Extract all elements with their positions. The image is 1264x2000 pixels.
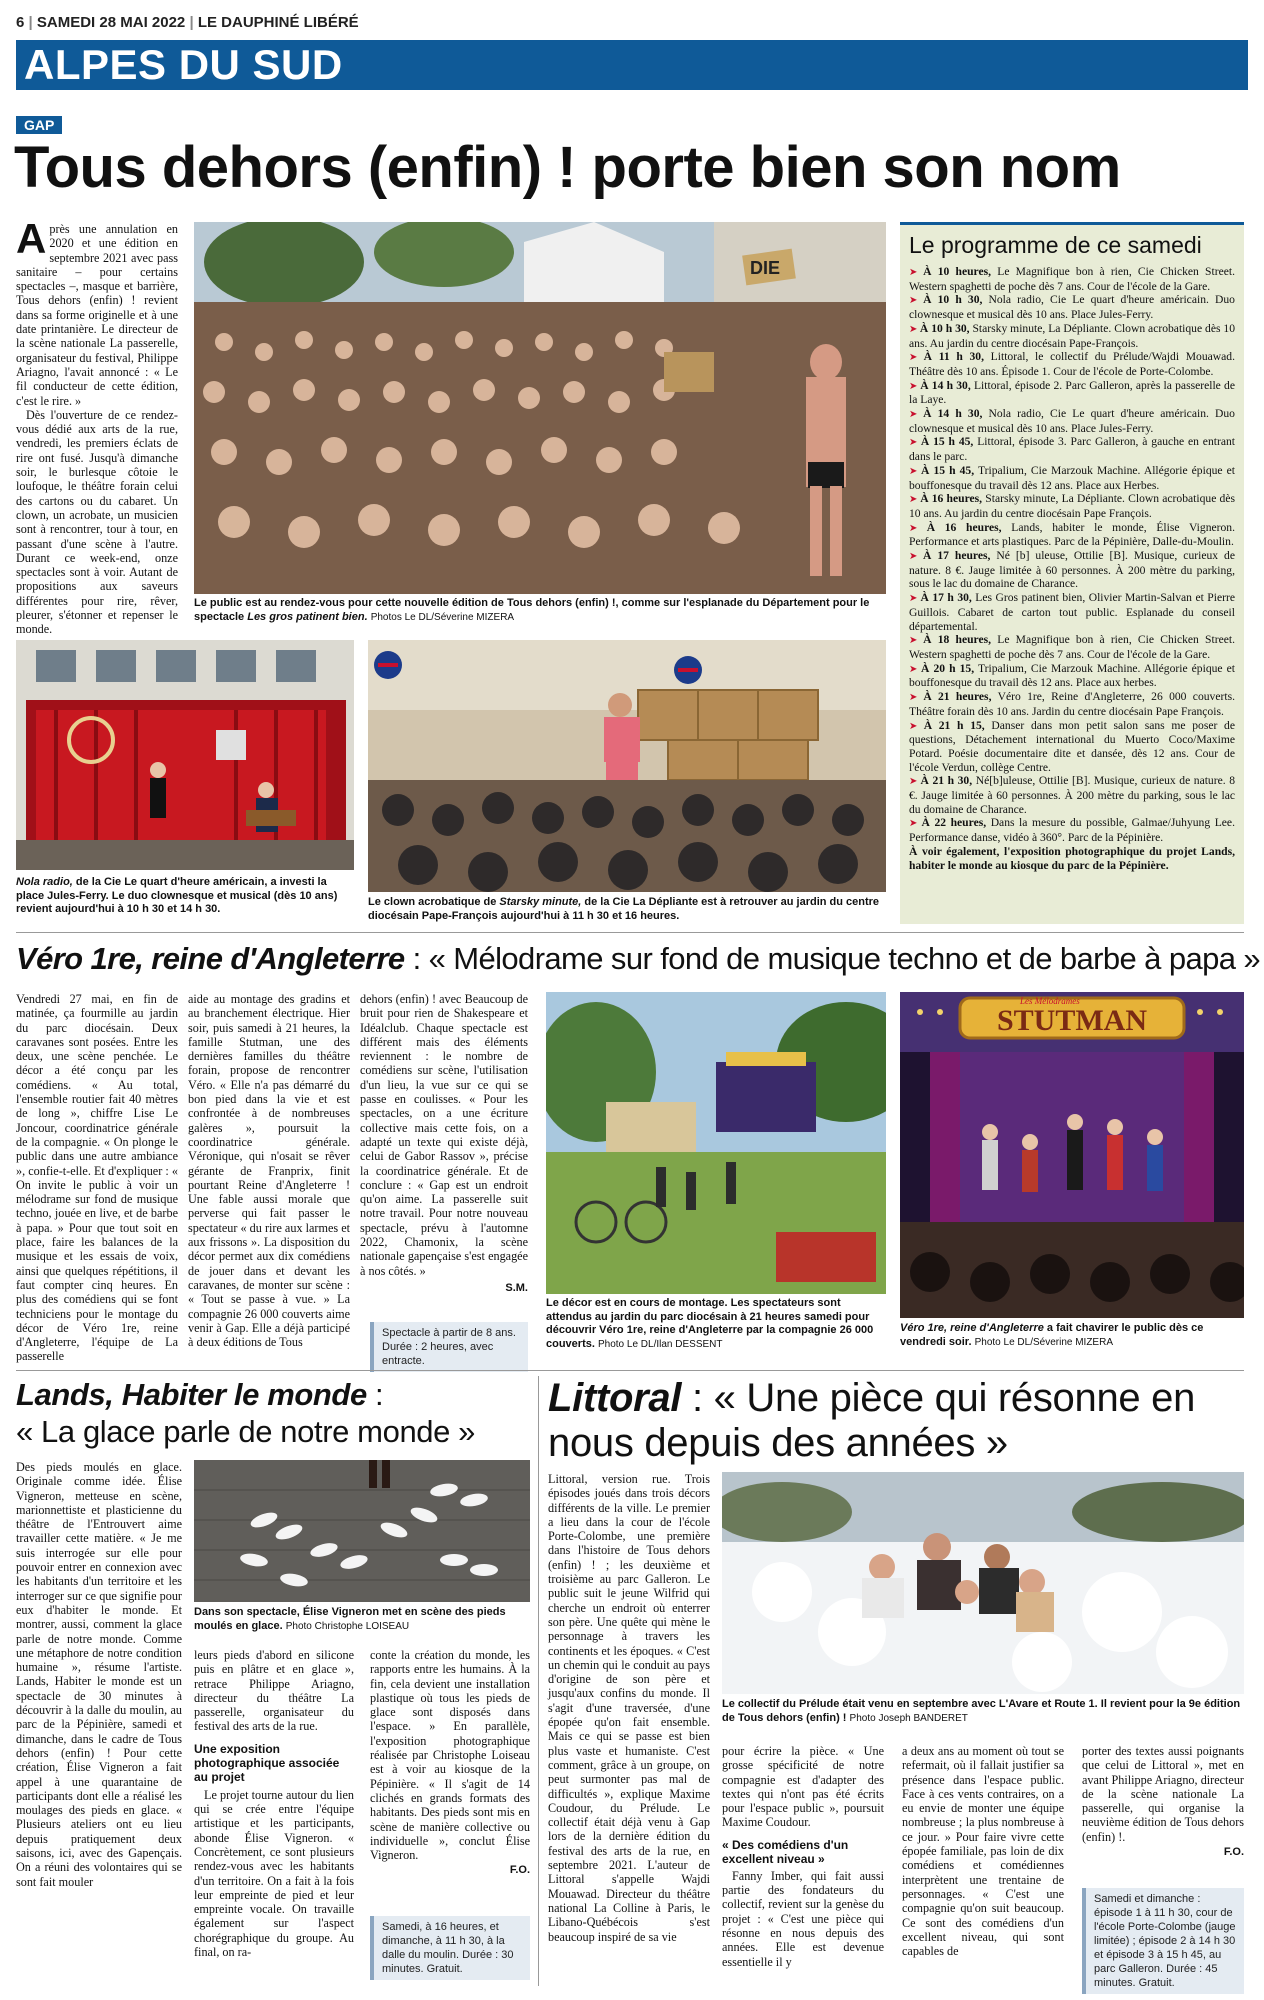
vero-col-3: dehors (enfin) ! avec Beaucoup de bruit pour rien de Shakespeare et Idéalclub. Chaque spectacle est différent mais des éléments reviennent : le nombre de comédiens sur scène, l'utilisation d'un lieu, la vue sur ce qui se passe en coulisses. « Pour les spectacles, on a une écriture collective mais cette fois, on a adapté un texte qui existe déjà, celui de Gabor Rassov », précise la coordinatrice générale. Et de conclure : « Gap est un endroit qu'on aime. La passerelle suit notre travail. Pour notre nouveau spectacle, prévu à l'automne 2022, Chamonix, la scène nationale gapençaise s'est engagée à nos côtés. » S.M.: [360, 992, 528, 1294]
programme-time: À 21 h 15,: [923, 718, 985, 732]
littoral-col-2: pour écrire la pièce. « Une grosse spécificité de notre compagnie est d'adapter des textes qui n'ont pas été écrits pour l'espace public », poursuit Maxime Coudour. « Des comédiens d'un excellent niveau » Fanny Imber, qui fait aussi partie des fondateurs du collectif, revient sur la genèse du projet : « C'est une pièce qui résonne en nous depuis des années. Elle est devenue essentielle il y: [722, 1744, 884, 1969]
intro-paragraph-2: Dès l'ouverture de ce rendez-vous dédié aux arts de la rue, vendredi, les premiers éclats de rire ont fusé. Jusqu'à dimanche soir, le burlesque côtoie le loufoque, le théâtre forain celui des cartons ou du cabaret. Un clown, un acrobate, un musicien sont à rencontrer, tour à tour, en passant d'une scène à l'autre. Durant ce week-end, onze spectacles sont à voir. Autant de propositions aux saveurs différentes pour rire, rêver, pleurer, s'étonner et repenser le monde.: [16, 407, 178, 637]
programme-item: [909, 662, 1235, 690]
vero-info-box: Spectacle à partir de 8 ans. Durée : 2 heures, avec entracte.: [370, 1322, 528, 1372]
programme-text: Le Magnifique bon à rien, Cie Chicken Street. Western spaghetti de poche dès 7 ans. Cour de l'école de la Gare.: [909, 633, 1235, 661]
programme-item: [909, 549, 1235, 591]
programme-time: À 16 heures,: [920, 492, 983, 506]
programme-item: [909, 492, 1235, 520]
programme-item: [909, 816, 1235, 844]
vero-setup-caption: Le décor est en cours de montage. Les spectateurs sont attendus au jardin du parc diocésain à 21 heures samedi pour découvrir Véro 1re, reine d'Angleterre par la compagnie 26 000 couverts. Photo Le DL/Ilan DESSENT: [546, 1297, 874, 1350]
ice-feet-illustration: [194, 1460, 530, 1602]
programme-list: [909, 265, 1235, 845]
vero-setup-photo: [546, 992, 886, 1294]
programme-text: Véro 1re, Reine d'Angleterre, 26 000 couverts. Théâtre forain dès 10 ans. Jardin du centre diocésain Pape François.: [909, 690, 1235, 718]
programme-item: [909, 293, 1235, 321]
ice-feet-caption: Dans son spectacle, Élise Vigneron met en scène des pieds moulés en glace. Photo Christophe LOISEAU: [194, 1606, 506, 1632]
programme-item: [909, 690, 1235, 718]
programme-item: [909, 379, 1235, 407]
vero-title: Véro 1re, reine d'Angleterre : « Mélodrame sur fond de musique techno et de barbe à papa »: [16, 941, 1261, 976]
littoral-col-3: a deux ans au moment où tout se refermait, où il fallait justifier sa présence dans l'espace public. Face à ces vents contraires, on a eu envie de monter une équipe nombreuse ; la plus nombreuse à ce jour. » Pour faire vivre cette épopée familiale, pas loin de dix comédiens et comédiennes interprètent une trentaine de personnages. « C'est une compagnie qu'on suit beaucoup. Ce sont des comédiens d'un excellent niveau, qui sont capables de: [902, 1744, 1064, 1959]
starsky-minute-photo: [368, 640, 886, 892]
vero-show-illustration: [900, 992, 1244, 1318]
programme-text: Né[b]uleuse, Ottilie [B]. Musique, curieux de nature. 8 €. Jauge limitée à 60 personnes. À 200 mètre du parking, sous le lac du domaine de Charance.: [909, 774, 1235, 816]
lands-col-2: leurs pieds d'abord en silicone puis en plâtre et en glace », retrace Philippe Ariagno, directeur du théâtre La passerelle, organisateur du festival des arts de la rue. Une exposition photographique associée au projet Le projet tourne autour du lien qui se crée entre l'équipe artistique et les participants, abonde Élise Vigneron. « Concrètement, ce sont plusieurs rendez-vous avec les habitants d'un territoire. On a fait à la fois leur empreinte de pied et leur empreinte vocale. On travaille également sur l'aspect chorégraphique du groupe. Au final, on ra-: [194, 1648, 354, 1960]
city-tag: GAP: [16, 116, 62, 134]
arrow-icon: ➤: [909, 635, 924, 647]
programme-item: [909, 322, 1235, 350]
arrow-icon: ➤: [909, 494, 921, 506]
programme-title: Le programme de ce samedi: [909, 232, 1202, 258]
ice-feet-photo: [194, 1460, 530, 1602]
intro-paragraph: Après une annulation en 2020 et une édition en septembre 2021 avec pass sanitaire – pour certains spectacles –, masque et barrière, Tous dehors (enfin) ! revient dans sa forme originelle et à une date printanière. Le directeur de la scène nationale La passerelle, organisateur du festival, Philippe Ariagno, l'avait annoncé : « Le fil conducteur de cette édition, c'est le rire. »: [16, 215, 178, 408]
lands-col-3: conte la création du monde, les rapports entre les humains. À la fin, cela devient une installation plastique où tous les pieds de glace sont disposés dans l'espace. » En parallèle, l'exposition photographique réalisée par Christophe Loiseau est à voir au kiosque de la Pépinière. « Il s'agit de 14 clichés en grands formats des habitants. Des pieds sont mis en scène de manière collective ou individuelle », conclut Élise Vigneron. F.O.: [370, 1648, 530, 1877]
programme-time: À 11 h 30,: [923, 350, 984, 364]
nola-caption: Nola radio, de la Cie Le quart d'heure américain, a investi la place Jules-Ferry. Le duo clownesque et musical (dès 10 ans) revient aujourd'hui à 10 h 30 et 14 h 30.: [16, 876, 338, 915]
programme-time: À 17 heures,: [922, 549, 991, 563]
crowd-sign-text: DIE: [750, 258, 781, 278]
programme-time: À 15 h 45,: [920, 435, 974, 449]
littoral-col-4: porter des textes aussi poignants que celui de Littoral », met en avant Philippe Ariagno, directeur de la scène nationale La passerelle, qui organise la neuvième édition de Tous dehors (enfin) !. F.O.: [1082, 1744, 1244, 1859]
arrow-icon: ➤: [909, 593, 921, 605]
programme-time: À 18 heures,: [923, 633, 992, 647]
littoral-col-1: Littoral, version rue. Trois épisodes joués dans trois décors différents de la ville. Le premier a lieu dans la cour de l'école Porte-Colombe, une première dans l'histoire de Tous dehors (enfin) ! ; les deuxième et troisième au parc Galleron. Le public suit le jeune Wilfrid qui cherche un endroit où enterrer son père. Une quête qui mène le personnage à travers les continents et les époques. « C'est un chemin qui le conduit au pays d'origine de son père et jusqu'aux confins du monde. Il s'agit d'une traversée, d'une épopée qu'on fait ensemble. Mais ce qui se passe est bien plus vaste et humaniste. C'est comment, grâce à un groupe, on peut surmonter pas mal de difficultés », explique Maxime Coudour, du Prélude. Le collectif était déjà venu à Gap lors de la dernière édition du festival des arts de la rue, en septembre 2021. L'auteur de Littoral s'appelle Wajdi Mouawad. Directeur du théâtre national La Colline à Paris, le Libano-Québécois s'est beaucoup inspiré de sa vie: [548, 1472, 710, 1944]
dropcap: A: [16, 215, 47, 262]
programme-text: Littoral, épisode 2. Parc Galleron, après la passerelle de la Laye.: [909, 378, 1235, 407]
programme-item: [909, 350, 1235, 378]
lands-info-box: Samedi, à 16 heures, et dimanche, à 11 h 30, à la dalle du moulin. Durée : 30 minutes. Gratuit.: [370, 1916, 530, 1980]
programme-time: À 22 heures,: [921, 816, 987, 830]
lands-title: Lands, Habiter le monde : « La glace parle de notre monde »: [16, 1377, 476, 1449]
littoral-info-box: Samedi et dimanche : épisode 1 à 11 h 30, cour de l'école Porte-Colombe (jauge limitée) ; épisode 2 à 14 h 30 et épisode 3 à 15 h 45, au parc Galleron. Durée : 45 minutes. Gratuit.: [1082, 1888, 1244, 1994]
programme-item: [909, 265, 1235, 293]
newspaper-name: LE DAUPHINÉ LIBÉRÉ: [197, 14, 359, 31]
arrow-icon: ➤: [909, 465, 922, 477]
page-date: SAMEDI 28 MAI 2022: [36, 14, 186, 31]
programme-text: Lands, habiter le monde, Élise Vigneron. Performance et arts plastiques. Parc de la Pépinière, Dalle-du-Moulin.: [909, 520, 1235, 549]
programme-text: Starsky minute, La Dépliante. Clown acrobatique dès 10 ans. Au jardin du centre diocésain Pape-François.: [909, 321, 1235, 350]
crowd-illustration: [194, 222, 886, 594]
vero-col-2: aide au montage des gradins et au branchement électrique. Hier soir, puis samedi à 21 heures, la famille Stutman, une des dernières familles du théâtre forain, propose de rencontrer Véro. « Elle n'a pas démarré du bon pied dans la vie et est confrontée à de nombreuses galères », poursuit la coordinatrice générale. Véronique, qui n'osait se rêver gérante de Franprix, finit pourtant Reine d'Angleterre ! Une fable aussi morale que perverse qui fait passer le spectateur « du rire aux larmes et aux frissons ». La disposition du décor permet aux dix comédiens de jouer dans et devant les caravanes, de monter sur scène : « Tout se passe à vue. » La compagnie 26 000 couverts aime venir à Gap. Elle a déjà participé à deux éditions de Tous: [188, 992, 350, 1350]
programme-time: À 10 h 30,: [919, 321, 970, 335]
nola-radio-photo: [16, 640, 354, 870]
programme-item: [909, 407, 1235, 435]
programme-text: Tripalium, Cie Marzouk Machine. Allégorie épique et bouffonesque du travail dès 12 ans. Place aux Herbes.: [909, 463, 1235, 492]
littoral-photo: [722, 1472, 1244, 1694]
littoral-signature: F.O.: [1223, 1846, 1244, 1859]
programme-item: [909, 633, 1235, 661]
stage-sign-small: Les Mélodrames: [1020, 996, 1080, 1006]
littoral-title: Littoral : « Une pièce qui résonne en nous depuis des années »: [548, 1376, 1196, 1465]
arrow-icon: ➤: [909, 295, 924, 307]
vero-show-caption: Véro 1re, reine d'Angleterre a fait chavirer le public dès ce vendredi soir. Photo Le DL/Séverine MIZERA: [900, 1322, 1204, 1348]
programme-time: À 14 h 30,: [920, 378, 971, 392]
stage-sign-text: STUTMAN: [996, 1004, 1148, 1037]
clown-illustration: [368, 640, 886, 892]
programme-text: Nola radio, Cie Le quart d'heure américain. Duo clownesque et musical dès 10 ans. Place Jules-Ferry.: [909, 407, 1235, 435]
programme-time: À 21 heures,: [923, 690, 992, 704]
programme-time: À 20 h 15,: [921, 661, 975, 675]
programme-box: [900, 222, 1244, 924]
lands-signature: F.O.: [509, 1864, 530, 1877]
littoral-caption: Le collectif du Prélude était venu en septembre avec L'Avare et Route 1. Il revient pour la 9e édition de Tous dehors (enfin) ! Photo Joseph BANDERET: [722, 1698, 1241, 1724]
programme-time: À 21 h 30,: [920, 774, 973, 788]
crowd-caption: Le public est au rendez-vous pour cette nouvelle édition de Tous dehors (enfin) !, comme sur l'esplanade du Département pour le spectacle Les gros patinent bien. Photos Le DL/Séverine MIZERA: [194, 597, 870, 623]
arrow-icon: ➤: [909, 663, 922, 675]
programme-text: Le Magnifique bon à rien, Cie Chicken Street. Western spaghetti de poche dès 7 ans. Cour de l'école de la Gare.: [909, 265, 1235, 293]
vero-setup-illustration: [546, 992, 886, 1294]
page-header: 6 | SAMEDI 28 MAI 2022 | LE DAUPHINÉ LIBÉRÉ: [16, 14, 359, 31]
crowd-photo: [194, 222, 886, 594]
vero-show-photo: [900, 992, 1244, 1318]
programme-time: À 15 h 45,: [921, 463, 975, 477]
programme-item: [909, 464, 1235, 492]
headline: Tous dehors (enfin) ! porte bien son nom: [14, 135, 1121, 200]
programme-text: Littoral, le collectif du Prélude/Wajdi Mouawad. Théâtre dès 10 ans. Épisode 1. Cour de l'école de Porte-Colombe.: [909, 350, 1235, 378]
clown-caption: Le clown acrobatique de Starsky minute, de la Cie La Dépliante est à retrouver au jardin du centre diocésain Pape-François aujourd'hui à 11 h 30 et 16 heures.: [368, 896, 880, 922]
programme-time: À 14 h 30,: [923, 407, 983, 421]
arrow-icon: ➤: [909, 267, 924, 278]
programme-time: À 16 heures,: [926, 520, 1002, 534]
programme-item: [909, 435, 1235, 463]
programme-text: Littoral, épisode 3. Parc Galleron, à gauche en entrant dans le parc.: [909, 435, 1235, 464]
lands-subhead: Une exposition photographique associée au projet: [194, 1741, 340, 1784]
arrow-icon: ➤: [909, 409, 924, 421]
littoral-subhead: « Des comédiens d'un excellent niveau »: [722, 1837, 849, 1866]
arrow-icon: ➤: [909, 776, 921, 788]
programme-text: Danser dans mon petit salon sans me poser de questions, Détachement international du Muerto Coco/Maxime Potard. Poésie documentaire dite et dansée, dès 12 ans. Cour de l'école Verdun, collège Centre.: [909, 718, 1235, 774]
arrow-icon: ➤: [909, 720, 924, 732]
lands-col-1: Des pieds moulés en glace. Originale comme idée. Élise Vigneron, metteuse en scène, marionnettiste et plasticienne du théâtre de l'Entrouvert aime travailler cette matière. « Je me suis interrogée sur elle pour pouvoir entrer en connexion avec les habitants d'un territoire et les interroger sur ce que signifie pour eux d'habiter le monde. Et montrer, aussi, comment la glace parle de notre monde. Comme une métaphore de notre condition humaine », résume l'artiste. Lands, Habiter le monde est un spectacle de 30 minutes à découvrir à la dalle du moulin, au parc de la Pépinière, samedi et dimanche, dans le cadre de Tous dehors (enfin) ! Pour cette création, Élise Vigneron a fait appel à une quarantaine de participants dont elle a réalisé les moulages des pieds en glace. « Plusieurs ateliers ont eu lieu depuis pratiquement deux saisons, ici, avec des Gapençais. On a réuni des volontaires qui se sont fait mouler: [16, 1460, 182, 1889]
arrow-icon: ➤: [909, 437, 921, 449]
page-number: 6: [16, 14, 25, 31]
arrow-icon: ➤: [909, 818, 922, 830]
programme-item: [909, 591, 1235, 633]
programme-text: Tripalium, Cie Marzouk Machine. Allégorie épique et bouffonesque du travail dès 12 ans. Place aux herbes.: [909, 661, 1235, 690]
programme-item: [909, 719, 1235, 775]
programme-time: À 10 heures,: [923, 265, 992, 278]
arrow-icon: ➤: [909, 551, 923, 563]
programme-text: Nola radio, Cie Le quart d'heure américain. Duo clownesque et musical dès 10 ans. Place Jules-Ferry.: [909, 293, 1235, 322]
vero-col-1: Vendredi 27 mai, en fin de matinée, ça fourmille au jardin du parc diocésain. Deux caravanes sont posées. Entre les deux, une scène penchée. Le décor a été conçu par les comédiens. « Au total, l'ensemble routier fait 40 mètres de long », chiffre Lise Le Joncour, coordinatrice générale de la compagnie. « On plonge le public dans une autre ambiance », confie-t-elle. Et d'expliquer : « On invite le public à voir un mélodrame sur fond de musique techno, jouée en live, et de barbe à papa. » Pour que tout soit en place, faire les balances de la musique et les essais de voix, ainsi que quelques répétitions, il faut compter cinq heures. En plus des comédiens qui se font techniciens pour le montage du décor de Véro 1re, reine d'Angleterre, l'équipe de La passerelle: [16, 992, 178, 1364]
arrow-icon: ➤: [909, 692, 924, 704]
programme-text: Dans la mesure du possible, Galmae/Juhyung Lee. Performance danse, vidéo à 360°. Parc de la Pépinière.: [909, 816, 1235, 845]
programme-footer: À voir également, l'exposition photographique du projet Lands, habiter le monde au kiosque du parc de la Pépinière.: [909, 844, 1235, 872]
programme-text: Né [b] uleuse, Ottilie [B]. Musique, curieux de nature. 8 €. Jauge limitée à 60 personnes. À 200 mètre du parking, sous le lac du domaine de Charance.: [909, 549, 1235, 591]
programme-text: Starsky minute, La Dépliante. Clown acrobatique dès 10 ans. Au jardin du centre diocésain Pape François.: [909, 492, 1235, 520]
lands-subtitle: « La glace parle de notre monde »: [16, 1414, 476, 1449]
littoral-illustration: [722, 1472, 1244, 1694]
vero-signature: S.M.: [505, 1281, 528, 1294]
programme-item: [909, 774, 1235, 816]
nola-illustration: [16, 640, 354, 870]
arrow-icon: ➤: [909, 323, 920, 335]
arrow-icon: ➤: [909, 380, 921, 392]
programme-time: À 10 h 30,: [923, 293, 983, 307]
arrow-icon: ➤: [909, 352, 924, 364]
programme-text: Les Gros patinent bien, Olivier Martin-Salvan et Pierre Guillois. Cabaret de carton tout public. Esplanade du conseil départemental.: [909, 591, 1235, 633]
section-banner: ALPES DU SUD: [16, 40, 1248, 90]
programme-item: [909, 521, 1235, 549]
intro-article: [16, 215, 178, 637]
programme-time: À 17 h 30,: [920, 591, 972, 605]
arrow-icon: ➤: [909, 522, 927, 534]
